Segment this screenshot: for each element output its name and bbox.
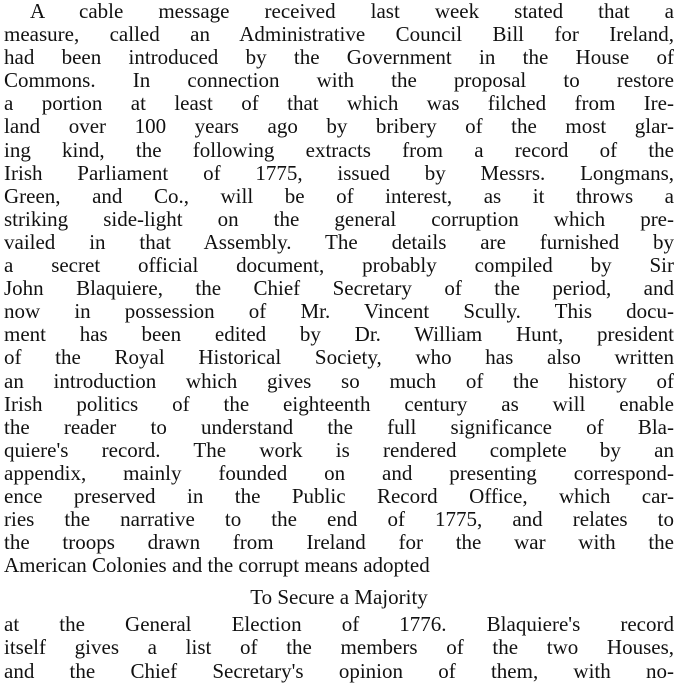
text-line: an introduction which gives so much of the history of [4, 369, 674, 393]
text-line: ment has been edited by Dr. William Hunt, president [4, 323, 674, 347]
text-line: now in possession of Mr. Vincent Scully. This docu- [4, 300, 674, 324]
paragraph-1 [4, 0, 674, 577]
text-line: the troops drawn from Ireland for the war with the [4, 531, 674, 555]
text-line: a portion at least of that which was filched from Ire- [4, 92, 674, 116]
text-line: American Colonies and the corrupt means adopted [4, 554, 430, 578]
text-line: Irish Parliament of 1775, issued by Messrs. Longmans, [4, 161, 674, 185]
text-line: Irish politics of the eighteenth century as will enable [4, 392, 674, 416]
text-line: ing kind, the following extracts from a record of the [4, 138, 674, 162]
text-line: ence preserved in the Public Record Office, which car- [4, 484, 674, 508]
subheading: To Secure a Majority [250, 585, 428, 610]
text-line: quiere's record. The work is rendered complete by an [4, 438, 674, 462]
text-line: vailed in that Assembly. The details are furnished by [4, 230, 674, 254]
text-line: measure, called an Administrative Council Bill for Ireland, [4, 23, 674, 47]
text-line: and the Chief Secretary's opinion of them, with no- [4, 659, 674, 683]
text-line: of the Royal Historical Society, who has also written [4, 346, 674, 370]
text-line: had been introduced by the Government in the House of [4, 46, 674, 70]
text-line: the reader to understand the full significance of Bla- [4, 415, 674, 439]
text-line: itself gives a list of the members of the two Houses, [4, 636, 674, 660]
text-line: striking side-light on the general corruption which pre- [4, 207, 674, 231]
article-column [4, 0, 674, 683]
text-line: John Blaquiere, the Chief Secretary of the period, and [4, 277, 674, 301]
text-line: at the General Election of 1776. Blaquiere's record [4, 613, 674, 637]
text-line: a secret official document, probably compiled by Sir [4, 254, 674, 278]
text-line: appendix, mainly founded on and presenting correspond- [4, 461, 674, 485]
text-line: Commons. In connection with the proposal to restore [4, 69, 674, 93]
text-line: land over 100 years ago by bribery of the most glar- [4, 115, 674, 139]
paragraph-2 [4, 613, 674, 682]
text-line: ries the narrative to the end of 1775, and relates to [4, 508, 674, 532]
text-line: A cable message received last week stated that a [30, 0, 674, 23]
text-line: Green, and Co., will be of interest, as it throws a [4, 184, 674, 208]
